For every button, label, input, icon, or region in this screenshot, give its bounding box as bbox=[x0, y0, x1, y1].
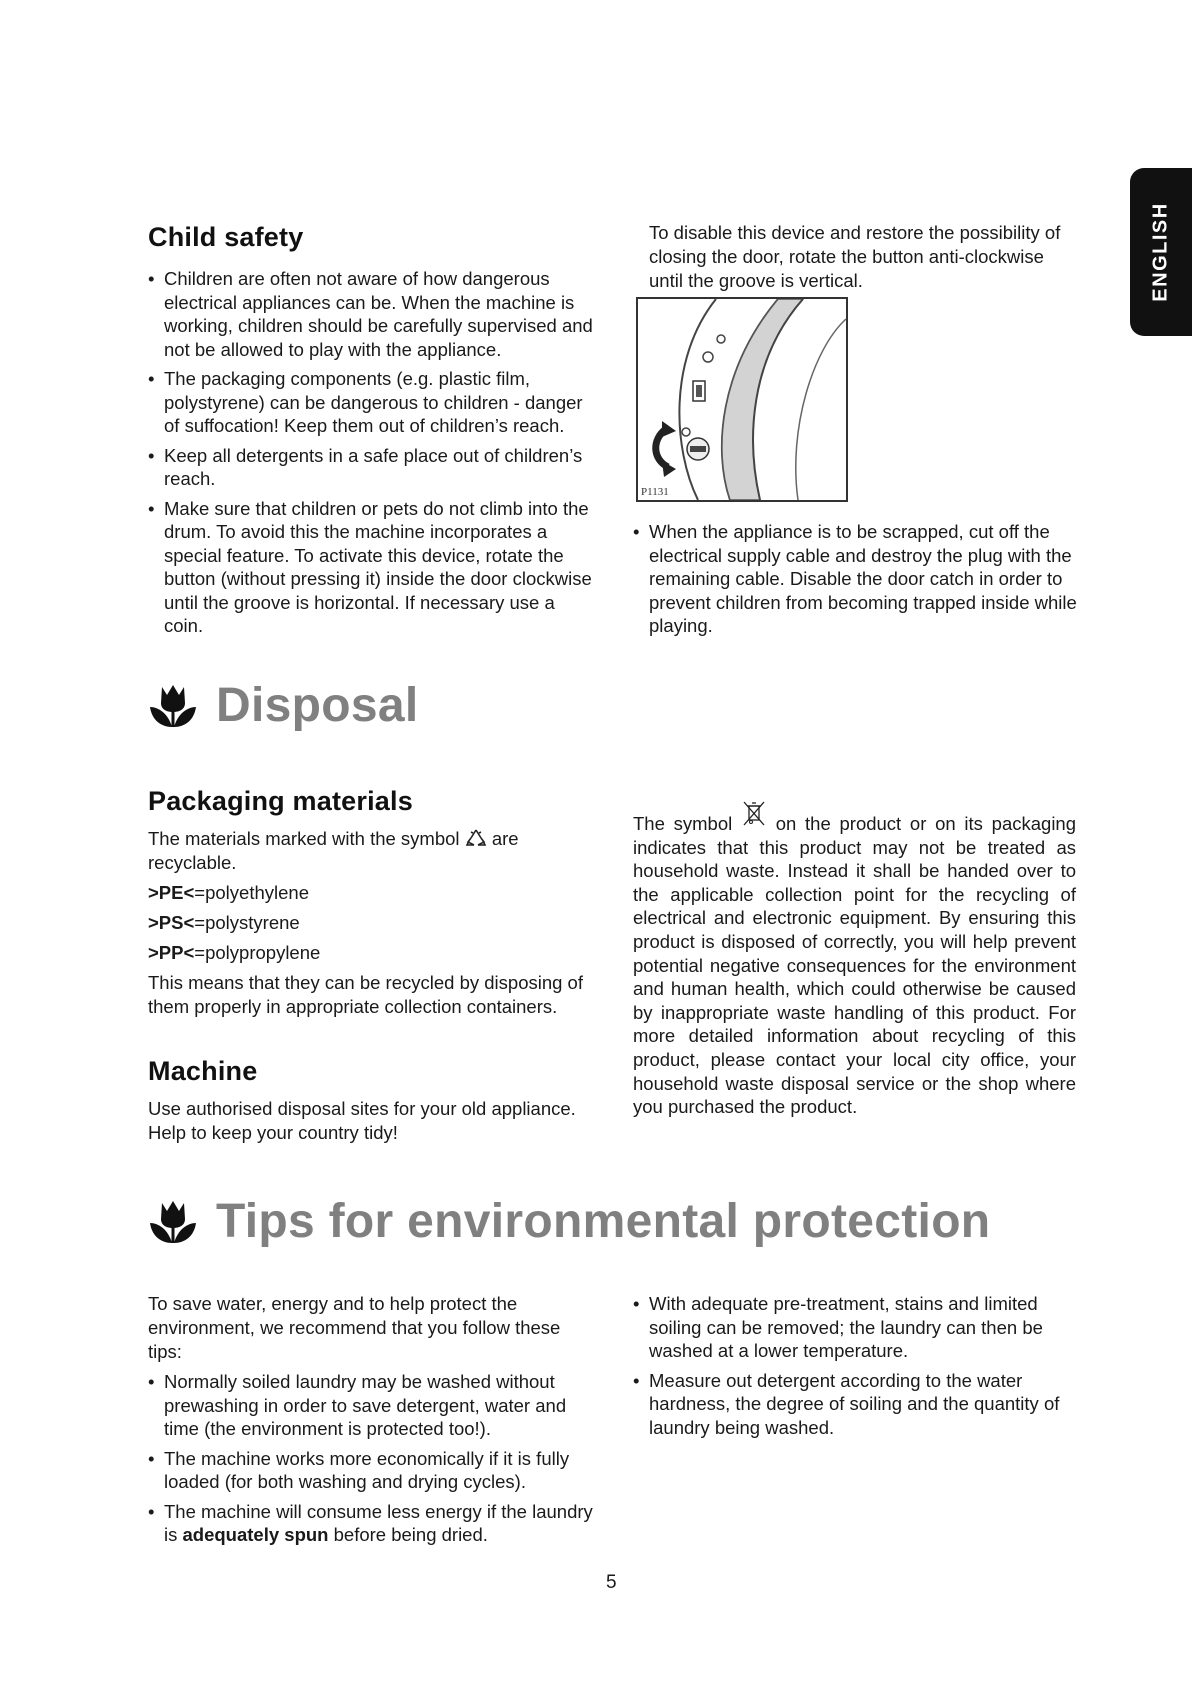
list-item: • Normally soiled laundry may be washed without prewashing in order to save detergent, water and time (the environment is protected too!). bbox=[148, 1370, 598, 1441]
list-item: • Children are often not aware of how dangerous electrical appliances can be. When the machine is working, children should be carefully supervised and not be allowed to play with the appliance. bbox=[148, 267, 598, 361]
crossed-bin-icon bbox=[741, 800, 767, 828]
door-lock-illustration bbox=[636, 297, 848, 502]
packaging-title: Packaging materials bbox=[148, 786, 413, 816]
page-number: 5 bbox=[606, 1572, 617, 1593]
list-item: • When the appliance is to be scrapped, cut off the electrical supply cable and destroy the plug with the remaining cable. Disable the door catch in order to prevent children from becoming trapped inside while playing. bbox=[633, 520, 1083, 638]
tips-left-column bbox=[148, 1292, 598, 1553]
list-item: >PE<=polyethylene bbox=[148, 882, 309, 903]
recycle-icon bbox=[465, 828, 487, 848]
materials-list bbox=[148, 881, 598, 965]
tips-title: Tips for environmental protection bbox=[216, 1195, 991, 1248]
machine-text: Use authorised disposal sites for your old appliance. Help to keep your country tidy! bbox=[148, 1098, 576, 1143]
disable-device-text: To disable this device and restore the possibility of closing the door, rotate the button anti-clockwise until the groove is vertical. bbox=[649, 222, 1061, 291]
door-drawing bbox=[638, 299, 846, 500]
tulip-icon bbox=[148, 1199, 198, 1245]
tips-intro: To save water, energy and to help protect the environment, we recommend that you follow these tips: bbox=[148, 1293, 561, 1362]
list-item: • The machine will consume less energy if the laundry is adequately spun before being dried. bbox=[148, 1500, 598, 1547]
tulip-icon bbox=[148, 683, 198, 729]
machine-title: Machine bbox=[148, 1056, 258, 1086]
packaging-section bbox=[148, 786, 598, 1019]
figure-code: P1131 bbox=[641, 486, 669, 498]
language-tab-label: ENGLISH bbox=[1149, 202, 1172, 302]
list-item: • The machine works more economically if it is fully loaded (for both washing and drying cycles). bbox=[148, 1447, 598, 1494]
disposal-title: Disposal bbox=[216, 679, 419, 732]
tips-right-list bbox=[633, 1292, 1083, 1439]
scrap-list bbox=[633, 520, 1083, 638]
weee-section bbox=[633, 800, 1076, 1119]
list-item: >PS<=polystyrene bbox=[148, 912, 300, 933]
list-item: • With adequate pre-treatment, stains and limited soiling can be removed; the laundry can then be washed at a lower temperature. bbox=[633, 1292, 1083, 1363]
list-item: • Keep all detergents in a safe place out of children’s reach. bbox=[148, 444, 598, 491]
list-item: • Measure out detergent according to the water hardness, the degree of soiling and the quantity of laundry being washed. bbox=[633, 1369, 1083, 1440]
machine-section bbox=[148, 1056, 598, 1145]
child-safety-section bbox=[148, 222, 598, 644]
scrap-section bbox=[633, 520, 1083, 644]
list-item: • The packaging components (e.g. plastic film, polystyrene) can be dangerous to children - danger of suffocation! Keep them out of children’s reach. bbox=[148, 367, 598, 438]
language-tab bbox=[1130, 168, 1192, 336]
tips-left-list bbox=[148, 1370, 598, 1547]
child-safety-title: Child safety bbox=[148, 222, 304, 252]
packaging-intro: The materials marked with the symbol are recyclable. bbox=[148, 828, 519, 873]
list-item: >PP<=polypropylene bbox=[148, 942, 321, 963]
child-safety-list bbox=[148, 267, 598, 638]
packaging-outro: This means that they can be recycled by disposing of them properly in appropriate collection containers. bbox=[148, 972, 583, 1017]
tips-heading bbox=[148, 1194, 990, 1249]
weee-text: The symbol on the product or on its packaging indicates that this product may not be treated as household waste. Instead it shall be handed over to the applicable collection point for the recycling of electrical and electronic equipment. By ensuring this product is disposed of correctly, you will help prevent potential negative consequences for the environment and human health, which could otherwise be caused by inappropriate waste handling of this product. For more detailed information about recycling of this product, please contact your local city office, your household waste disposal service or the shop where you purchased the product. bbox=[633, 800, 1076, 1119]
disposal-heading bbox=[148, 678, 418, 733]
list-item: • Make sure that children or pets do not climb into the drum. To avoid this the machine incorporates a special feature. To activate this device, rotate the button (without pressing it) inside the door clockwise until the groove is horizontal. If necessary use a coin. bbox=[148, 497, 598, 638]
tips-right-column bbox=[633, 1292, 1083, 1445]
